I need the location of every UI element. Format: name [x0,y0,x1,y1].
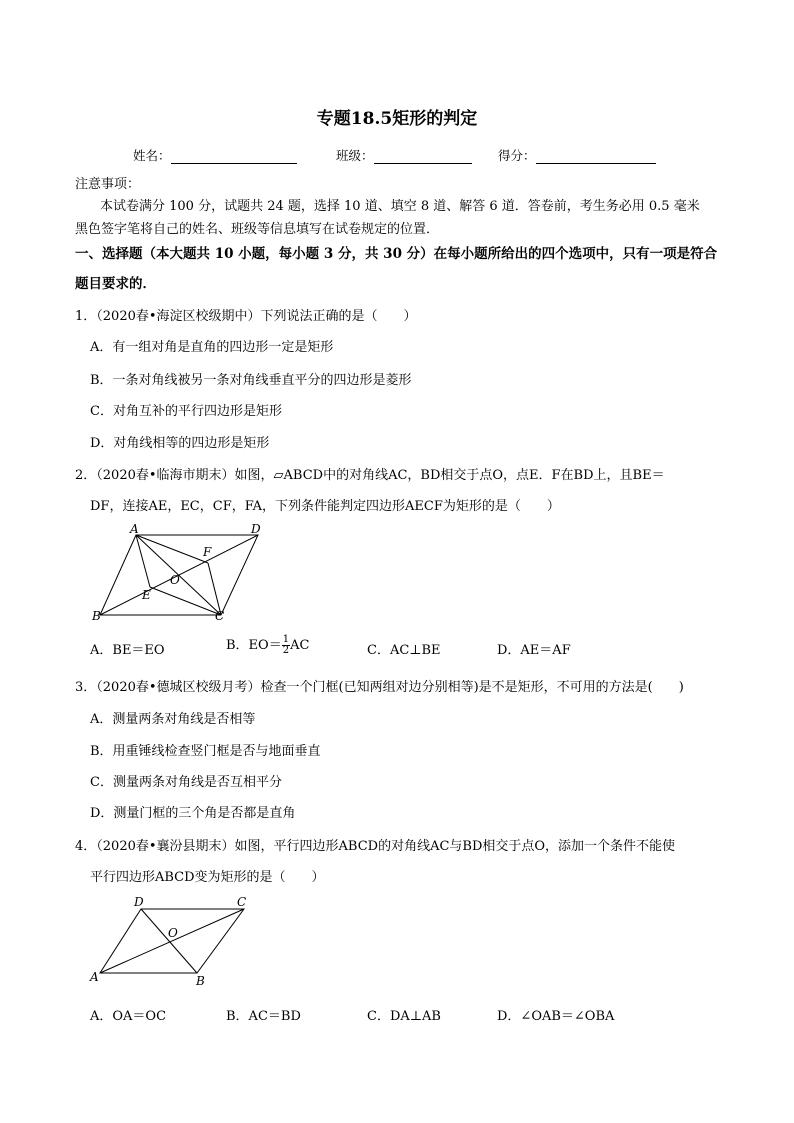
q2-label-e: E [142,588,151,602]
q2-label-f: F [203,545,212,559]
class-field [336,146,472,164]
notice-line-1: 本试卷满分 100 分，试题共 24 题，选择 10 道、填空 8 道、解答 6 道．答卷前，考生务必用 0.5 毫米 [100,199,700,214]
q2-option-b-prefix: B．EO＝ [226,638,282,653]
q1-option-d[interactable]: D．对角线相等的四边形是矩形 [90,436,270,451]
q3-stem: 3．（2020春•德城区校级月考）检查一个门框(已知两组对边分别相等)是不是矩形，不可用的方法是( ) [75,680,684,695]
q2-stem-line-1: 2．（2020春•临海市期末）如图，▱ABCD中的对角线AC，BD相交于点O，点E．F在BD上，且BE＝ [75,468,665,483]
q2-stem-line-2: DF，连接AE，EC，CF，FA，下列条件能判定四边形AECF为矩形的是（ ） [90,499,560,514]
name-label: 姓名： [133,148,171,163]
q4-label-c: C [237,895,247,909]
q2-option-d[interactable]: D．AE＝AF [497,643,571,658]
q3-option-d[interactable]: D．测量门框的三个角是否都是直角 [90,806,296,821]
score-blank[interactable] [536,149,656,164]
q3-option-c[interactable]: C．测量两条对角线是否互相平分 [90,775,282,790]
q2-option-b[interactable] [226,634,309,656]
q4-label-d: D [134,895,144,909]
q3-option-b[interactable]: B．用重锤线检查竖门框是否与地面垂直 [90,744,321,759]
q4-label-a: A [90,970,99,984]
q4-option-d[interactable]: D．∠OAB＝∠OBA [497,1009,615,1024]
q1-stem: 1．（2020春•海淀区校级期中）下列说法正确的是（ ） [75,309,417,324]
q4-option-b[interactable]: B．AC＝BD [226,1009,301,1024]
score-field [498,146,656,164]
notice-heading: 注意事项： [75,177,141,192]
q2-label-a: A [130,522,139,536]
q2-label-o: O [170,573,180,587]
name-blank[interactable] [171,149,297,164]
q2-label-b: B [92,609,101,623]
class-label: 班级： [336,148,374,163]
q2-parallelogram-figure [88,520,268,625]
page-title: 专题18.5矩形的判定 [316,109,478,129]
q1-option-c[interactable]: C．对角互补的平行四边形是矩形 [90,404,282,419]
name-field [133,146,297,164]
q4-label-o: O [168,926,178,940]
q3-option-a[interactable]: A．测量两条对角线是否相等 [90,712,256,727]
class-blank[interactable] [374,149,472,164]
section-heading-line-1: 一、选择题（本大题共 10 小题，每小题 3 分，共 30 分）在每小题所给出的四个选项中，只有一项是符合 [75,246,718,262]
score-label: 得分： [498,148,536,163]
q1-option-b[interactable]: B．一条对角线被另一条对角线垂直平分的四边形是菱形 [90,373,412,388]
q2-label-c: C [215,609,225,623]
q4-option-c[interactable]: C．DA⊥AB [367,1009,441,1024]
q2-option-c[interactable]: C．AC⊥BE [367,643,441,658]
fraction-numerator: 1 [282,634,290,645]
q2-option-b-suffix: AC [290,638,310,653]
q1-option-a[interactable]: A．有一组对角是直角的四边形一定是矩形 [90,340,334,355]
q4-stem-line-2: 平行四边形ABCD变为矩形的是（ ） [90,870,325,885]
q2-option-a[interactable]: A．BE＝EO [90,643,165,658]
q4-stem-line-1: 4．（2020春•襄汾县期末）如图，平行四边形ABCD的对角线AC与BD相交于点O，添加一个条件不能使 [75,839,676,854]
q2-option-b-fraction [282,635,290,656]
fraction-denominator: 2 [282,645,290,656]
q4-parallelogram-figure [86,893,258,993]
q4-option-a[interactable]: A．OA＝OC [90,1009,167,1024]
section-heading-line-2: 题目要求的． [75,276,156,292]
notice-line-2: 黑色签字笔将自己的姓名、班级等信息填写在试卷规定的位置． [75,222,440,237]
q2-label-d: D [251,522,261,536]
q4-label-b: B [196,974,205,988]
